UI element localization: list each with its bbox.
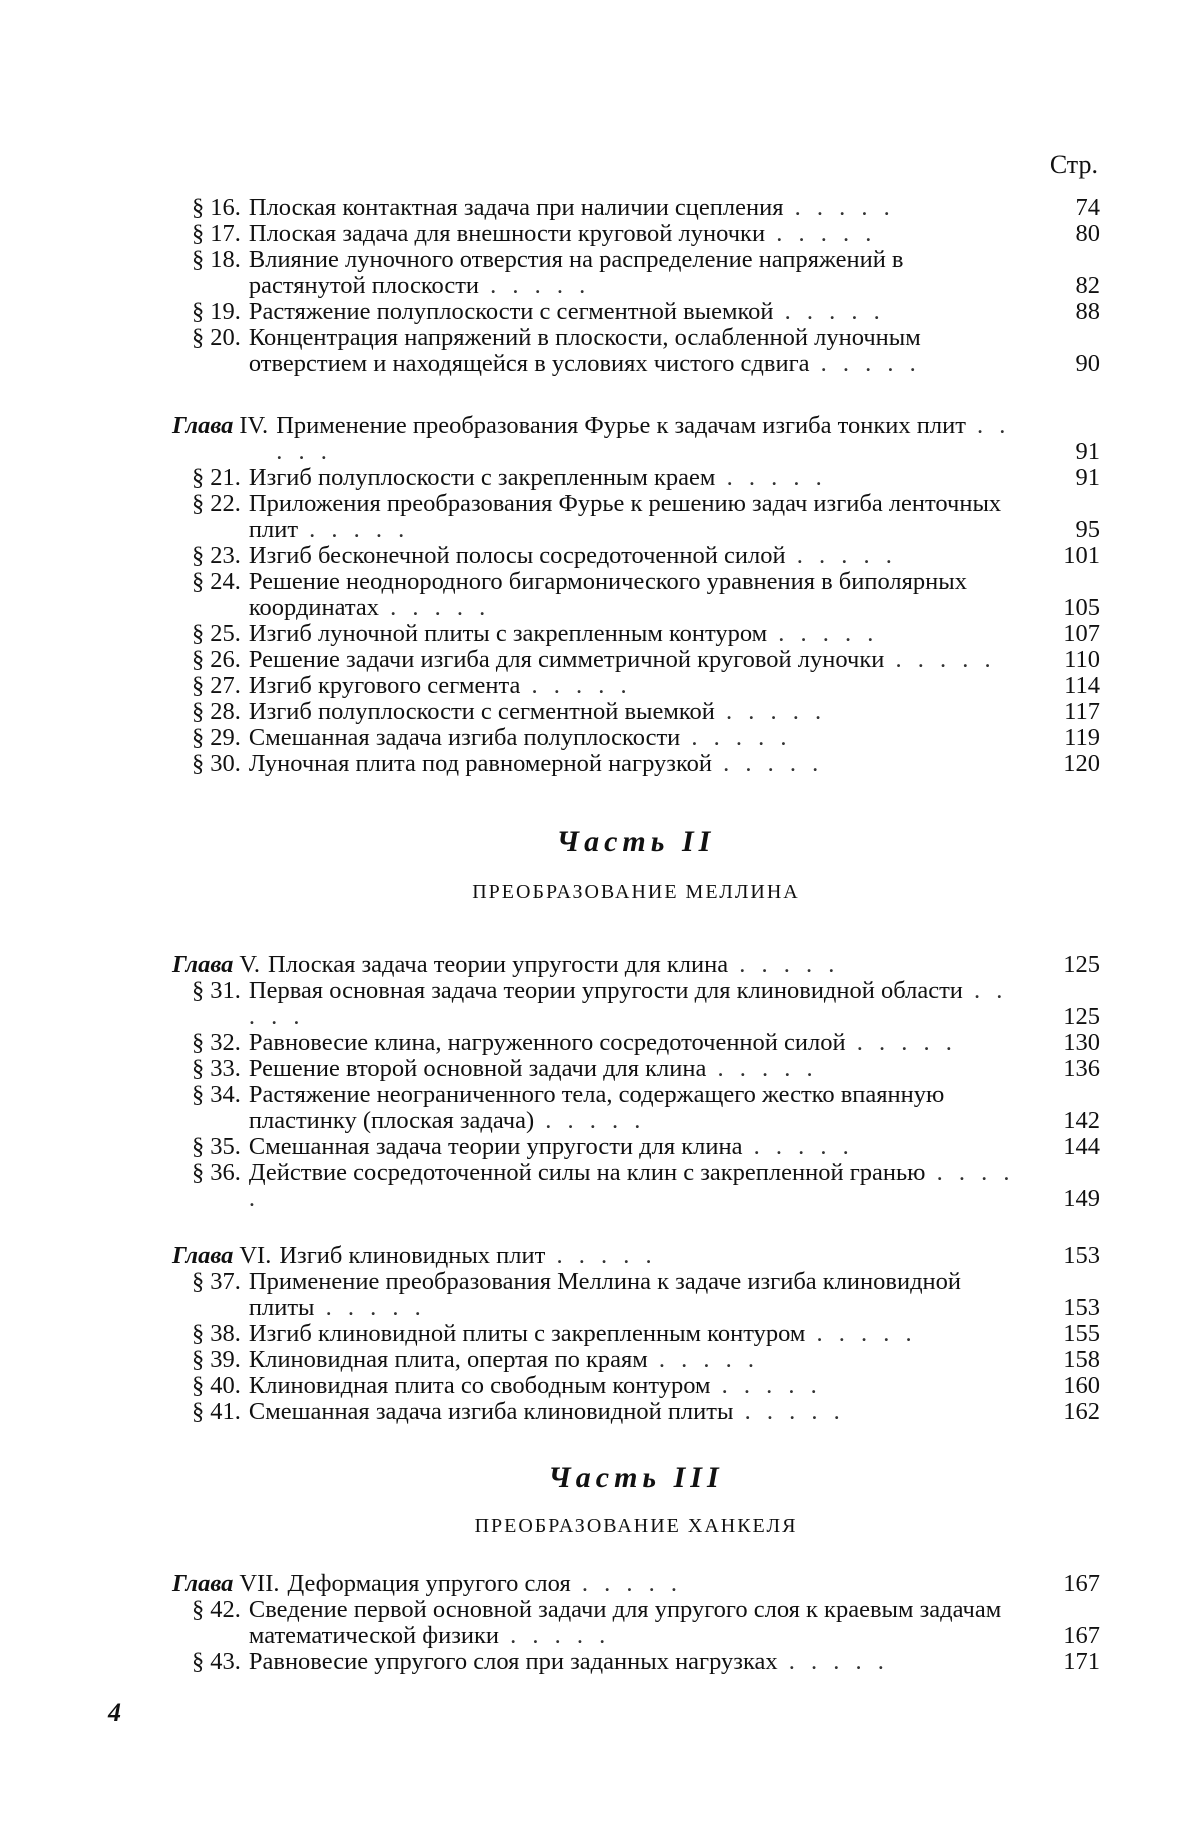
- leader-dots: . . . . .: [706, 1055, 818, 1082]
- section-sign: §: [192, 724, 205, 751]
- entry-title-text: Плоская задача теории упругости для клина: [268, 951, 729, 978]
- toc-section-entry: [172, 1649, 1100, 1675]
- part-title: Часть III: [548, 1461, 724, 1494]
- leader-dots: . . . . .: [809, 350, 921, 377]
- entry-page: 80: [1075, 220, 1100, 247]
- toc-section-entry: [172, 1082, 1100, 1134]
- section-sign: §: [192, 1268, 205, 1295]
- entry-title-text: Изгиб бесконечной полосы сосредоточенной силой: [248, 542, 786, 569]
- entry-number: 38.: [210, 1320, 241, 1347]
- entry-title: [249, 978, 1020, 1030]
- leader-dots: . . . . .: [805, 1320, 917, 1347]
- leader-dots: . . . . .: [767, 620, 879, 647]
- toc-section-entry: [172, 725, 1100, 751]
- entry-title-text: Растяжение неограниченного тела, содержащего жестко впаянную пластинку (плоская задача): [248, 1081, 945, 1134]
- toc-chapter-entry: [172, 413, 1100, 465]
- leader-dots: . . . . .: [248, 1159, 1015, 1212]
- entry-title: [249, 569, 1020, 621]
- entry-page: 130: [1063, 1029, 1100, 1056]
- toc-section-entry: [172, 1030, 1100, 1056]
- entry-number: 26.: [210, 646, 241, 673]
- entry-number: 41.: [210, 1398, 241, 1425]
- entry-title-text: Смешанная задача изгиба полуплоскости: [248, 724, 681, 751]
- entry-page: 167: [1063, 1570, 1100, 1597]
- section-sign: §: [192, 324, 205, 351]
- section-sign: §: [192, 1133, 205, 1160]
- section-sign: §: [192, 750, 205, 777]
- entry-number: 40.: [210, 1372, 241, 1399]
- entry-number: 19.: [210, 298, 241, 325]
- entry-number: IV.: [239, 412, 269, 439]
- section-sign: §: [192, 1398, 205, 1425]
- entry-title: [249, 465, 1020, 491]
- entry-page: 82: [1075, 272, 1100, 299]
- section-sign: §: [192, 1648, 205, 1675]
- chapter-label: Глава: [172, 951, 234, 978]
- toc-section-entry: [172, 569, 1100, 621]
- leader-dots: . . . . .: [379, 594, 491, 621]
- entry-page: 153: [1063, 1242, 1100, 1269]
- entry-page: 91: [1075, 464, 1100, 491]
- section-sign: §: [192, 490, 205, 517]
- leader-dots: . . . . .: [765, 220, 877, 247]
- entry-title: [249, 1160, 1020, 1212]
- chapter-label: Глава: [172, 1570, 234, 1597]
- entry-page: 101: [1063, 542, 1100, 569]
- entry-title-text: Решение неоднородного бигармонического уравнения в биполярных координатах: [248, 568, 967, 621]
- entry-title: [249, 699, 1020, 725]
- toc-block-3: [172, 952, 1100, 1212]
- toc-section-entry: [172, 1134, 1100, 1160]
- toc-section-entry: [172, 1056, 1100, 1082]
- entry-number: 21.: [210, 464, 241, 491]
- leader-dots: . . . . .: [783, 194, 895, 221]
- entry-page: 144: [1063, 1133, 1100, 1160]
- entry-title-text: Влияние луночного отверстия на распределение напряжений в растянутой плоскости: [248, 246, 904, 299]
- entry-title-text: Решение второй основной задачи для клина: [248, 1055, 707, 1082]
- entry-title: [249, 195, 1020, 221]
- entry-title: [268, 952, 1020, 978]
- entry-title-text: Деформация упругого слоя: [287, 1570, 571, 1597]
- section-sign: §: [192, 646, 205, 673]
- toc-section-entry: [172, 699, 1100, 725]
- leader-dots: . . . . .: [248, 977, 1008, 1030]
- section-sign: §: [192, 1029, 205, 1056]
- leader-dots: . . . . .: [314, 1294, 426, 1321]
- section-sign: §: [192, 1346, 205, 1373]
- entry-title-text: Применение преобразования Меллина к задаче изгиба клиновидной плиты: [248, 1268, 962, 1321]
- entry-page: 90: [1075, 350, 1100, 377]
- entry-number: 16.: [210, 194, 241, 221]
- entry-title-text: Равновесие упругого слоя при заданных нагрузках: [248, 1648, 778, 1675]
- entry-title-text: Решение задачи изгиба для симметричной круговой луночки: [248, 646, 885, 673]
- toc-block-4: [172, 1243, 1100, 1425]
- entry-title-text: Изгиб полуплоскости с сегментной выемкой: [248, 698, 715, 725]
- entry-page: 153: [1063, 1294, 1100, 1321]
- leader-dots: . . . . .: [499, 1622, 611, 1649]
- entry-title: [249, 247, 1020, 299]
- entry-title-text: Изгиб клиновидных плит: [279, 1242, 546, 1269]
- entry-number: 37.: [210, 1268, 241, 1295]
- leader-dots: . . . . .: [520, 672, 632, 699]
- page-number: 4: [108, 1698, 121, 1727]
- toc-section-entry: [172, 673, 1100, 699]
- entry-number: 28.: [210, 698, 241, 725]
- toc-section-entry: [172, 1373, 1100, 1399]
- chapter-label: Глава: [172, 412, 234, 439]
- toc-section-entry: [172, 543, 1100, 569]
- section-sign: §: [192, 298, 205, 325]
- leader-dots: . . . . .: [276, 412, 1011, 465]
- toc-section-entry: [172, 195, 1100, 221]
- toc-chapter-entry: [172, 952, 1100, 978]
- entry-page: 136: [1063, 1055, 1100, 1082]
- entry-number: 35.: [210, 1133, 241, 1160]
- entry-title: [249, 491, 1020, 543]
- entry-number: VI.: [239, 1242, 272, 1269]
- section-sign: §: [192, 1081, 205, 1108]
- toc-section-entry: [172, 1321, 1100, 1347]
- entry-title: [249, 673, 1020, 699]
- entry-title: [249, 1649, 1020, 1675]
- toc-section-entry: [172, 299, 1100, 325]
- entry-title: [249, 647, 1020, 673]
- section-sign: §: [192, 464, 205, 491]
- entry-title-text: Концентрация напряжений в плоскости, ослабленной луночным отверстием и находящейся в условиях чистого сдвига: [248, 324, 921, 377]
- entry-page: 155: [1063, 1320, 1100, 1347]
- toc-section-entry: [172, 751, 1100, 777]
- toc-section-entry: [172, 491, 1100, 543]
- leader-dots: . . . . .: [845, 1029, 957, 1056]
- entry-title-text: Первая основная задача теории упругости для клиновидной области: [248, 977, 963, 1004]
- entry-page: 117: [1064, 698, 1100, 725]
- section-sign: §: [192, 542, 205, 569]
- leader-dots: . . . . .: [785, 542, 897, 569]
- entry-page: 149: [1063, 1185, 1100, 1212]
- entry-title: [288, 1571, 1021, 1597]
- entry-page: 105: [1063, 594, 1100, 621]
- entry-page: 160: [1063, 1372, 1100, 1399]
- leader-dots: . . . . .: [298, 516, 410, 543]
- entry-title: [249, 543, 1020, 569]
- entry-title-text: Приложения преобразования Фурье к решению задач изгиба ленточных плит: [248, 490, 1002, 543]
- entry-title: [249, 221, 1020, 247]
- entry-number: 29.: [210, 724, 241, 751]
- leader-dots: . . . . .: [711, 750, 824, 777]
- entry-title-text: Растяжение полуплоскости с сегментной выемкой: [248, 298, 774, 325]
- leader-dots: . . . . .: [647, 1346, 759, 1373]
- entry-title: [249, 621, 1020, 647]
- entry-number: V.: [239, 951, 261, 978]
- entry-page: 125: [1063, 1003, 1100, 1030]
- entry-title-text: Изгиб кругового сегмента: [248, 672, 521, 699]
- toc-block-5: [172, 1571, 1100, 1675]
- entry-title: [249, 751, 1020, 777]
- entry-page: 107: [1063, 620, 1100, 647]
- toc-section-entry: [172, 1160, 1100, 1212]
- entry-page: 162: [1063, 1398, 1100, 1425]
- leader-dots: . . . . .: [742, 1133, 854, 1160]
- entry-page: 142: [1063, 1107, 1100, 1134]
- entry-number: 23.: [210, 542, 241, 569]
- leader-dots: . . . . .: [714, 698, 827, 725]
- entry-title: [249, 1269, 1020, 1321]
- entry-title: [249, 1056, 1020, 1082]
- entry-page: 171: [1063, 1648, 1100, 1675]
- entry-title-text: Клиновидная плита, опертая по краям: [248, 1346, 648, 1373]
- section-sign: §: [192, 1320, 205, 1347]
- toc-section-entry: [172, 1399, 1100, 1425]
- page-column-header: Стр.: [1049, 150, 1098, 179]
- leader-dots: . . . . .: [884, 646, 996, 673]
- entry-number: 17.: [210, 220, 241, 247]
- entry-title: [249, 325, 1020, 377]
- toc-section-entry: [172, 325, 1100, 377]
- leader-dots: . . . . .: [570, 1570, 682, 1597]
- entry-title: [249, 1399, 1020, 1425]
- entry-page: 120: [1063, 750, 1100, 777]
- section-sign: §: [192, 220, 205, 247]
- entry-page: 74: [1075, 194, 1100, 221]
- section-sign: §: [192, 977, 205, 1004]
- entry-title-text: Равновесие клина, нагруженного сосредоточенной силой: [248, 1029, 846, 1056]
- part-name: ПРЕОБРАЗОВАНИЕ МЕЛЛИНА: [472, 881, 800, 903]
- part-name: ПРЕОБРАЗОВАНИЕ ХАНКЕЛЯ: [474, 1515, 798, 1537]
- entry-title-text: Сведение первой основной задачи для упругого слоя к краевым задачам математической физики: [248, 1596, 1002, 1649]
- leader-dots: . . . . .: [777, 1648, 889, 1675]
- entry-number: 30.: [210, 750, 241, 777]
- toc-block-2: [172, 413, 1100, 777]
- entry-number: 31.: [210, 977, 241, 1004]
- entry-page: 110: [1064, 646, 1100, 673]
- entry-title: [249, 725, 1020, 751]
- entry-title: [249, 1134, 1020, 1160]
- toc-section-entry: [172, 247, 1100, 299]
- entry-number: 25.: [210, 620, 241, 647]
- entry-title: [249, 299, 1020, 325]
- entry-number: 20.: [210, 324, 241, 351]
- entry-number: 42.: [210, 1596, 241, 1623]
- toc-section-entry: [172, 465, 1100, 491]
- entry-number: 33.: [210, 1055, 241, 1082]
- leader-dots: . . . . .: [773, 298, 885, 325]
- entry-number: 39.: [210, 1346, 241, 1373]
- entry-title-text: Клиновидная плита со свободным контуром: [248, 1372, 711, 1399]
- entry-title-text: Действие сосредоточенной силы на клин с закрепленной гранью: [248, 1159, 926, 1186]
- entry-number: 34.: [210, 1081, 241, 1108]
- entry-title: [249, 1082, 1020, 1134]
- toc-section-entry: [172, 978, 1100, 1030]
- entry-page: 88: [1075, 298, 1100, 325]
- entry-page: 114: [1064, 672, 1100, 699]
- entry-title-text: Плоская задача для внешности круговой луночки: [248, 220, 766, 247]
- leader-dots: . . . . .: [715, 464, 827, 491]
- toc-block-1: [172, 195, 1100, 377]
- section-sign: §: [192, 1159, 205, 1186]
- section-sign: §: [192, 698, 205, 725]
- chapter-label: Глава: [172, 1242, 234, 1269]
- leader-dots: . . . . .: [545, 1242, 657, 1269]
- toc-section-entry: [172, 1347, 1100, 1373]
- entry-title-text: Изгиб полуплоскости с закрепленным краем: [248, 464, 716, 491]
- entry-number: 36.: [210, 1159, 241, 1186]
- part-3-heading: [172, 1461, 1100, 1538]
- entry-page: 91: [1075, 438, 1100, 465]
- leader-dots: . . . . .: [534, 1107, 646, 1134]
- entry-number: 43.: [210, 1648, 241, 1675]
- entry-number: 32.: [210, 1029, 241, 1056]
- entry-title-text: Изгиб луночной плиты с закрепленным контуром: [248, 620, 768, 647]
- leader-dots: . . . . .: [479, 272, 591, 299]
- section-sign: §: [192, 1055, 205, 1082]
- leader-dots: . . . . .: [680, 724, 792, 751]
- entry-title: [249, 1597, 1020, 1649]
- entry-number: 24.: [210, 568, 241, 595]
- entry-number: 18.: [210, 246, 241, 273]
- entry-title-text: Смешанная задача теории упругости для клина: [248, 1133, 743, 1160]
- entry-title: [249, 1030, 1020, 1056]
- entry-title-text: Смешанная задача изгиба клиновидной плиты: [248, 1398, 734, 1425]
- entry-title: [249, 1321, 1020, 1347]
- entry-title-text: Плоская контактная задача при наличии сцепления: [248, 194, 784, 221]
- section-sign: §: [192, 1372, 205, 1399]
- entry-title-text: Луночная плита под равномерной нагрузкой: [248, 750, 712, 777]
- entry-page: 119: [1064, 724, 1100, 751]
- leader-dots: . . . . .: [728, 951, 840, 978]
- part-title: Часть II: [556, 825, 716, 858]
- entry-page: 167: [1063, 1622, 1100, 1649]
- section-sign: §: [192, 672, 205, 699]
- entry-title: [249, 1347, 1020, 1373]
- entry-title: [276, 413, 1020, 465]
- leader-dots: . . . . .: [710, 1372, 822, 1399]
- entry-page: 125: [1063, 951, 1100, 978]
- section-sign: §: [192, 568, 205, 595]
- entry-title: [249, 1373, 1020, 1399]
- entry-page: 95: [1075, 516, 1100, 543]
- toc-chapter-entry: [172, 1571, 1100, 1597]
- entry-page: 158: [1063, 1346, 1100, 1373]
- entry-title: [279, 1243, 1020, 1269]
- toc-section-entry: [172, 1269, 1100, 1321]
- toc-section-entry: [172, 621, 1100, 647]
- entry-title-text: Изгиб клиновидной плиты с закрепленным контуром: [248, 1320, 806, 1347]
- section-sign: §: [192, 194, 205, 221]
- leader-dots: . . . . .: [733, 1398, 845, 1425]
- toc-section-entry: [172, 1597, 1100, 1649]
- section-sign: §: [192, 1596, 205, 1623]
- section-sign: §: [192, 246, 205, 273]
- section-sign: §: [192, 620, 205, 647]
- toc-chapter-entry: [172, 1243, 1100, 1269]
- toc-section-entry: [172, 221, 1100, 247]
- entry-number: 27.: [210, 672, 241, 699]
- entry-number: VII.: [239, 1570, 280, 1597]
- entry-number: 22.: [210, 490, 241, 517]
- part-2-heading: [172, 825, 1100, 904]
- entry-title-text: Применение преобразования Фурье к задачам изгиба тонких плит: [276, 412, 966, 439]
- toc-section-entry: [172, 647, 1100, 673]
